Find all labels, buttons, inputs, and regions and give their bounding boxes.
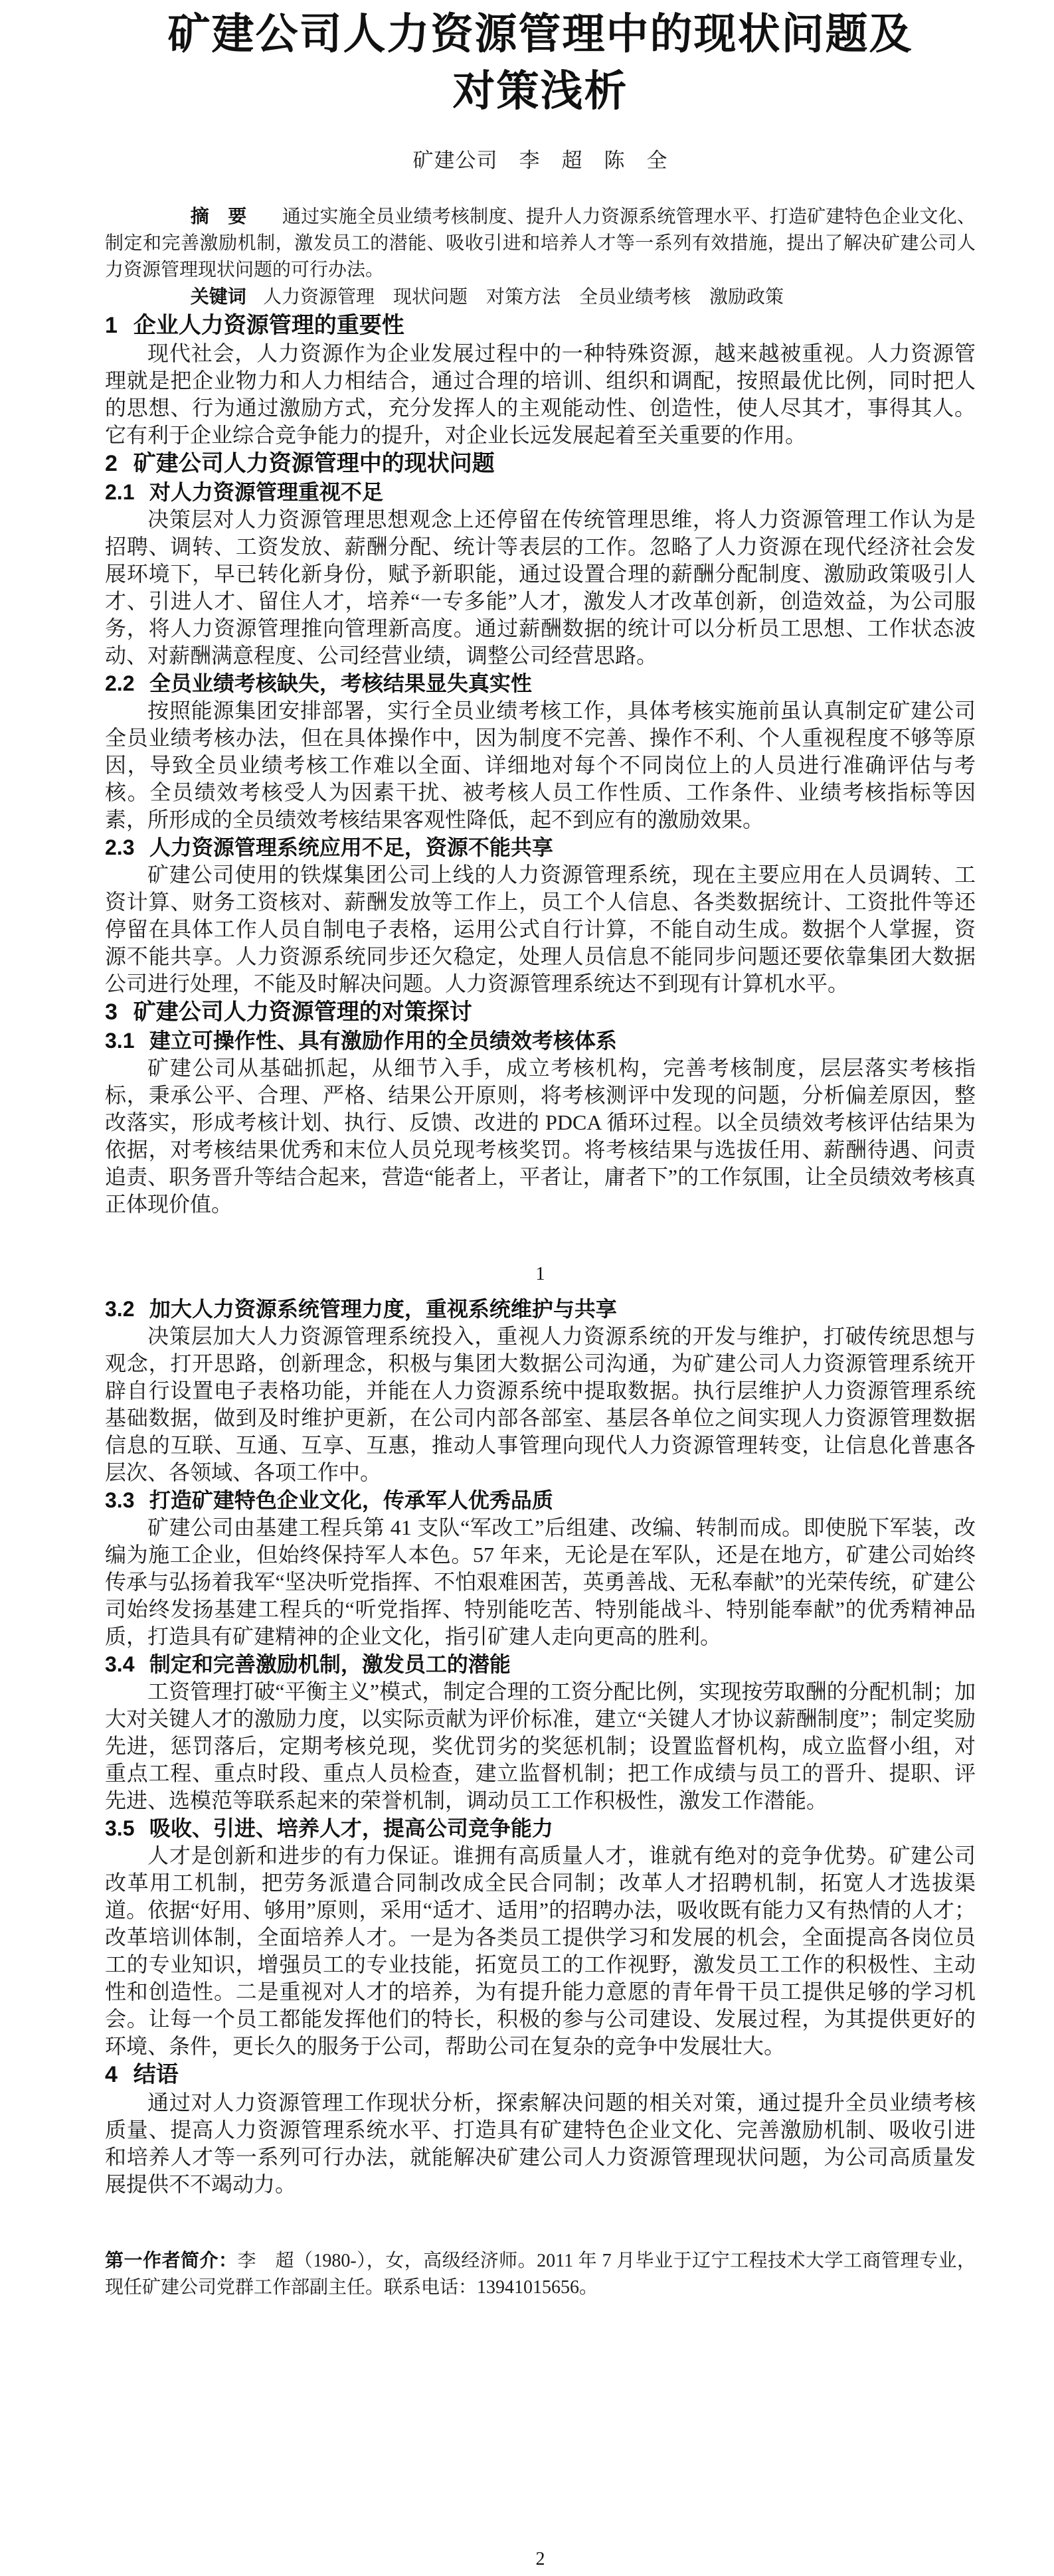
paragraph-3-4: 工资管理打破“平衡主义”模式，制定合理的工资分配比例，实现按劳取酬的分配机制；加大对关键人才的激励力度，以实际贡献为评价标准，建立“关键人才协议薪酬制度”；制定奖励先进，惩罚落后，定期考核兑现，奖优罚劣的奖惩机制；设置监督机构，成立监督小组，对重点工程、重点时段、重点人员检查，建立监督机制；把工作成绩与员工的晋升、提职、评先进、选模范等联系起来的荣誉机制，调动员工工作积极性，激发工作潜能。 — [105, 1679, 976, 1812]
keywords-text: 人力资源管理 现状问题 对策方法 全员业绩考核 激励政策 — [263, 287, 784, 307]
keywords-label: 关键词 — [190, 286, 246, 307]
section-heading-3-4 — [105, 1650, 976, 1678]
paragraph-1: 现代社会，人力资源作为企业发展过程中的一种特殊资源，越来越被重视。人力资源管理就是把企业物力和人力相结合，通过合理的培训、组织和调配，按照最优比例，同时把人的思想、行为通过激励方式，充分发挥人的主观能动性、创造性，使人尽其才，事得其人。它有利于企业综合竞争能力的提升，对企业长远发展起着至关重要的作用。 — [105, 341, 976, 447]
paragraph-3-3: 矿建公司由基建工程兵第 41 支队“军改工”后组建、改编、转制而成。即使脱下军装，改编为施工企业，但始终保持军人本色。57 年来，无论是在军队，还是在地方，矿建公司始终传承与弘扬着我军“坚决听党指挥、不怕艰难困苦，英勇善战、无私奉献”的光荣传统，矿建公司始终发扬基建工程兵的“听党指挥、特别能吃苦、特别能战斗、特别能奉献”的优秀精神品质，打造具有矿建精神的企业文化，指引矿建人走向更高的胜利。 — [105, 1515, 976, 1648]
author-bio-text: 李 超（1980-），女，高级经济师。2011 年 7 月毕业于辽宁工程技术大学工商管理专业，现任矿建公司党群工作部副主任。联系电话：13941015656。 — [105, 2251, 976, 2298]
section-title: 建立可操作性、具有激励作用的全员绩效考核体系 — [149, 1029, 617, 1053]
section-heading-3-3 — [105, 1486, 976, 1514]
paragraph-3-1: 矿建公司从基础抓起，从细节入手，成立考核机构，完善考核制度，层层落实考核指标，秉承公平、合理、严格、结果公开原则，将考核测评中发现的问题，分析偏差原因，整改落实，形成考核计划、执行、反馈、改进的 PDCA 循环过程。以全员绩效考核评估结果为依据，对考核结果优秀和末位人员兑现考核奖罚。将考核结果与选拔任用、薪酬待遇、问责追责、职务晋升等结合起来，营造“能者上，平者让，庸者下”的工作氛围，让全员绩效考核真正体现价值。 — [105, 1056, 976, 1216]
author-bio-label: 第一作者简介： — [105, 2250, 238, 2271]
abstract-label: 摘 要 — [190, 206, 247, 226]
section-number: 4 — [105, 2062, 118, 2087]
section-number: 2.1 — [105, 480, 135, 504]
keywords-line — [105, 284, 976, 311]
section-title: 结语 — [133, 2062, 179, 2087]
section-title: 企业人力资源管理的重要性 — [133, 313, 404, 338]
paragraph-2-2: 按照能源集团安排部署，实行全员业绩考核工作，具体考核实施前虽认真制定矿建公司全员业绩考核办法，但在具体操作中，因为制度不完善、操作不利、个人重视程度不够等原因，导致全员业绩考核工作难以全面、详细地对每个不同岗位上的人员进行准确评估与考核。全员绩效考核受人为因素干扰、被考核人员工作性质、工作条件、业绩考核指标等因素，所形成的全员绩效考核结果客观性降低，起不到应有的激励效果。 — [105, 699, 976, 831]
section-title: 加大人力资源系统管理力度，重视系统维护与共享 — [149, 1297, 617, 1321]
section-number: 2.2 — [105, 671, 135, 695]
section-number: 3.2 — [105, 1297, 135, 1321]
section-number: 3 — [105, 999, 118, 1025]
section-title: 人力资源管理系统应用不足，资源不能共享 — [149, 835, 553, 859]
section-heading-2-3 — [105, 833, 976, 861]
paragraph-4: 通过对人力资源管理工作现状分析，探索解决问题的相关对策，通过提升全员业绩考核质量、提高人力资源管理系统水平、打造具有矿建特色企业文化、完善激励机制、吸收引进和培养人才等一系列可行办法，就能解决矿建公司人力资源管理现状问题，为公司高质量发展提供不不竭动力。 — [105, 2091, 976, 2196]
section-heading-3-1 — [105, 1027, 976, 1055]
section-title: 对人力资源管理重视不足 — [149, 480, 383, 504]
section-title: 打造矿建特色企业文化，传承军人优秀品质 — [149, 1488, 553, 1512]
section-number: 3.5 — [105, 1816, 135, 1840]
section-number: 2.3 — [105, 835, 135, 859]
section-number: 3.4 — [105, 1652, 135, 1676]
section-title: 制定和完善激励机制，激发员工的潜能 — [149, 1652, 511, 1676]
section-heading-1 — [105, 311, 976, 340]
section-heading-3-2 — [105, 1295, 976, 1323]
byline-authors: 矿建公司 李 超 陈 全 — [412, 149, 668, 172]
paragraph-2-1: 决策层对人力资源管理思想观念上还停留在传统管理思维，将人力资源管理工作认为是招聘、调转、工资发放、薪酬分配、统计等表层的工作。忽略了人力资源在现代经济社会发展环境下，早已转化新身份，赋予新职能，通过设置合理的薪酬分配制度、激励政策吸引人才、引进人才、留住人才，培养“一专多能”人才，激发人才改革创新，创造效益，为公司服务，将人力资源管理推向管理新高度。通过薪酬数据的统计可以分析员工思想、工作状态波动、对薪酬满意程度、公司经营业绩，调整公司经营思路。 — [105, 507, 976, 667]
section-number: 3.3 — [105, 1488, 135, 1512]
section-number: 3.1 — [105, 1029, 135, 1053]
section-title: 矿建公司人力资源管理中的现状问题 — [133, 451, 495, 476]
section-title: 矿建公司人力资源管理的对策探讨 — [133, 999, 472, 1025]
section-heading-3 — [105, 997, 976, 1027]
paragraph-3-2: 决策层加大人力资源管理系统投入，重视人力资源系统的开发与维护，打破传统思想与观念，打开思路，创新理念，积极与集团大数据公司沟通，为矿建公司人力资源管理系统开辟自行设置电子表格功能，并能在人力资源系统中提取数据。执行层维护人力资源管理系统基础数据，做到及时维护更新，在公司内部各部室、基层各单位之间实现人力资源管理数据信息的互联、互通、互享、互惠，推动人事管理向现代人力资源管理转变，让信息化普惠各层次、各领域、各项工作中。 — [105, 1324, 976, 1484]
paper-title: 矿建公司人力资源管理中的现状问题及对策浅析 — [167, 10, 913, 115]
section-heading-2-2 — [105, 669, 976, 697]
section-title: 吸收、引进、培养人才，提高公司竞争能力 — [149, 1816, 553, 1840]
section-number: 1 — [105, 313, 118, 338]
page-number-1: 1 — [535, 1264, 545, 1284]
section-number: 2 — [105, 451, 118, 476]
section-heading-4 — [105, 2060, 976, 2089]
abstract-paragraph — [105, 203, 976, 284]
section-title: 全员业绩考核缺失，考核结果显失真实性 — [149, 671, 532, 695]
section-heading-2-1 — [105, 478, 976, 506]
section-heading-3-5 — [105, 1814, 976, 1842]
section-heading-2 — [105, 449, 976, 478]
author-bio — [105, 2247, 976, 2301]
paragraph-3-5: 人才是创新和进步的有力保证。谁拥有高质量人才，谁就有绝对的竞争优势。矿建公司改革用工机制，把劳务派遣合同制改成全民合同制；改革人才招聘机制，拓宽人才选拔渠道。依据“好用、够用”原则，采用“适才、适用”的招聘办法，吸收既有能力又有热情的人才；改革培训体制，全面培养人才。一是为各类员工提供学习和发展的机会，全面提高各岗位员工的专业知识，增强员工的专业技能，拓宽员工的工作视野，激发员工工作的积极性、主动性和创造性。二是重视对人才的培养，为有提升能力意愿的青年骨干员工提供足够的学习机会。让每一个员工都能发挥他们的特长，积极的参与公司建设、发展过程，为其提供更好的环境、条件，更长久的服务于公司，帮助公司在复杂的竞争中发展壮大。 — [105, 1844, 976, 2058]
abstract-text: 通过实施全员业绩考核制度、提升人力资源系统管理水平、打造矿建特色企业文化、制定和完善激励机制，激发员工的潜能、吸收引进和培养人才等一系列有效措施，提出了解决矿建公司人力资源管理现状问题的可行办法。 — [105, 207, 976, 280]
page-number-2: 2 — [535, 2549, 545, 2569]
paragraph-2-3: 矿建公司使用的铁煤集团公司上线的人力资源管理系统，现在主要应用在人员调转、工资计算、财务工资核对、薪酬发放等工作上，员工个人信息、各类数据统计、工资批件等还停留在具体工作人员自制电子表格，运用公式自行计算，不能自动生成。数据个人掌握，资源不能共享。人力资源系统同步还欠稳定，处理人员信息不能同步问题还要依靠集团大数据公司进行处理，不能及时解决问题。人力资源管理系统达不到现有计算机水平。 — [105, 863, 976, 995]
